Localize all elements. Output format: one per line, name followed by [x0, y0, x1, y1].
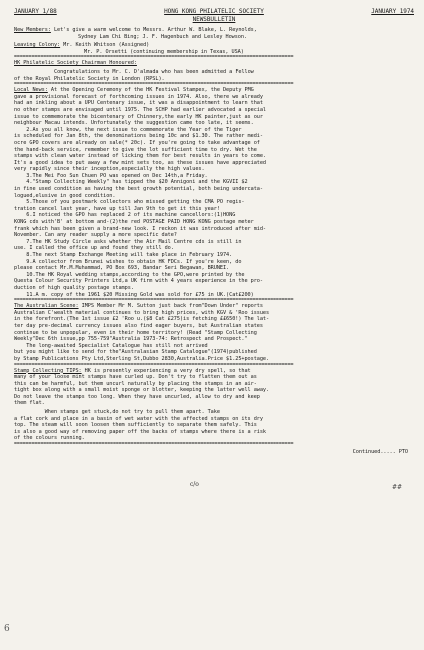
section-divider: ================================================================================================ — [14, 55, 294, 61]
news-line: ocre GPO covers are already on sale(* 20c). If you're going to take advantage of — [14, 139, 260, 146]
news-line: 8.The next Stamp Exchange Meeting will take place in February 1974. — [14, 252, 233, 258]
news-line: use. I called the office up and found they still do. — [14, 245, 174, 252]
society-name: HONG KONG PHILATELIC SOCIETY — [164, 8, 264, 15]
news-line: KONG cds with'B' at bottom and-(2)the red POSTAGE PAID HONG KONG postage meter — [14, 219, 254, 226]
tips-line: of the colours running. — [14, 435, 85, 442]
news-line: November. Can any reader supply a more specific date? — [14, 232, 177, 239]
news-line: logued,elusive in good condition. — [14, 192, 116, 199]
tips-line: When stamps get stuck,do not try to pull them apart. Take — [14, 409, 220, 416]
news-line: no other stamps are envisaged until 1975. The SCHP had earlier advocated a special — [14, 106, 266, 113]
tips-line: is also a good way of removing paper off the backs of stamps where there is a risk — [14, 428, 266, 435]
tips-line: tight box along with a small moist sponge or blotter, keeping the latter well away. — [14, 387, 270, 394]
news-line: tration cancel last year, have up till Jan 9th to get it this year! — [14, 205, 220, 212]
australian-line: The long-awaited Specialist Catalogue has still not arrived — [14, 342, 208, 349]
continued-note: Continued..... PTO — [352, 449, 408, 456]
australian-line: Weekly"Dec 6th issue,pp 755-759"Australia 1973-74: Retrospect and Prospect." — [14, 336, 248, 343]
tips-line: top. The steam will soon loosen them sufficiently to separate them safely. This — [14, 422, 257, 429]
section-divider: ================================================================================================ — [14, 362, 294, 368]
news-line: 10.The HK Royal wedding stamps,according to the GPO,were printed by the — [14, 271, 245, 278]
tips-line: this can be harmful, but them uncurl naturally by placing the stamps in an air- — [14, 380, 257, 387]
australian-line: by Stamp Publications Pty Ltd,Sterling St,Dubbo 2830,Australia.Price $1.25+postage. — [14, 355, 270, 362]
leaving-line: Mr. P. Orsetti (continuing membership in Texas, USA) — [84, 48, 244, 55]
honour-line: of the Royal Philatelic Society in London (RPSL). — [14, 75, 165, 82]
news-line: 6.I noticed the GPO has replaced 2 of its machine cancellors:(1)HONG — [14, 212, 236, 219]
new-members-line: Sydney Lam Chi Bing; J. F. Hagenbuch and Lesley Howson. — [78, 33, 248, 40]
members-section — [14, 27, 414, 55]
honour-section — [14, 60, 414, 82]
australian-line: Australian C'wealth material continues to bring high prices, with KGV & 'Roo issues — [14, 309, 270, 316]
news-line: neighbour Macau intends. Unfortunately the suggestion came too late, it seems. — [14, 120, 254, 127]
issue-number: JANUARY 1/88 — [14, 8, 57, 15]
australian-line: ter day pre-decimal currency issues also find eager buyers, but Australian states — [14, 322, 263, 329]
handwritten-mark: ## — [392, 484, 402, 491]
section-divider: ================================================================================================ — [14, 298, 294, 304]
australian-section — [14, 303, 414, 362]
honour-line: Congratulations to Mr. C. D'almada who has been admitted a Fellow — [54, 68, 254, 75]
news-line: duction of high quality postage stamps. — [14, 284, 134, 291]
news-line: 9.A collector from Brunei wishes to obtain HK FDCs. If you're keen, do — [14, 258, 242, 265]
issue-date: JANUARY 1974 — [371, 8, 414, 15]
news-line: had an inkling about a UPU Centenary issue, it was a disappointment to learn that — [14, 100, 263, 107]
margin-mark: 6 — [4, 624, 10, 634]
news-line: 4."Stamp Collecting Weekly" has tipped the $20 Annigoni and the KGVII $2 — [14, 179, 248, 186]
news-line: Questa Colour Security Printers Ltd,a UK firm with 4 years experience in the pro- — [14, 278, 263, 285]
news-line: 2.As you all know, the next issue to commemorate the Year of the Tiger — [14, 126, 242, 133]
leaving-line: Mr. Keith Whitson (Assigned) — [60, 42, 150, 49]
section-divider: ================================================================================================ — [14, 442, 294, 448]
masthead — [14, 8, 414, 15]
new-members-label: New Members: — [14, 27, 51, 33]
handwritten-note: c/o — [190, 481, 199, 488]
news-line: At the Opening Ceremony of the HK Festival Stampex, the Deputy PMG — [47, 87, 254, 94]
tips-line: a flat cork and place in a basin of wet water with the affected stamps on its dry — [14, 415, 263, 422]
news-line: very rapidly since their inception,especially the high values. — [14, 166, 205, 173]
news-line: is scheduled for Jan 8th, the denominations being 10c and $1.30. The rather medi- — [14, 133, 263, 140]
news-line: 7.The HK Study Circle asks whether the Air Mail Centre cds is still in — [14, 238, 242, 245]
tips-line: Do not leave the stamps too long. When they have uncurled, allow to dry and keep — [14, 393, 260, 400]
news-line: 3.The Mei Foo Sun Chuen PO was opened on Dec 14th,a Friday. — [14, 172, 208, 179]
news-line: frank which has been given a brand-new look. I reckon it was introduced after mid- — [14, 225, 266, 232]
australian-line: continue to be unpopular, even in their home territory! (Read "Stamp Collecting — [14, 329, 257, 336]
tips-line: them flat. — [14, 400, 45, 407]
news-line: 5.Those of you postmark collectors who missed getting the CMA PO regis- — [14, 199, 245, 206]
news-line: in fine used condition as having the best growth potential, both being undercata- — [14, 186, 263, 193]
news-line: please contact Mr.M.Muhammad, PO Box 693, Bandar Seri Begawan, BRUNEI. — [14, 265, 230, 272]
local-news-section — [14, 87, 414, 298]
tips-title: Stamp Collecting TIPS: — [14, 367, 82, 374]
honour-title: HK Philatelic Society Chairman Honoured: — [14, 60, 137, 67]
section-divider: ================================================================================================ — [14, 82, 294, 88]
local-news-title: Local News: — [14, 87, 48, 94]
news-line: It's a good idea to put away a few mint sets too, as these issues have appreciated — [14, 159, 266, 166]
australian-title: The Australian Scene: — [14, 303, 79, 310]
leaving-colony-label: Leaving Colony: — [14, 42, 61, 49]
australian-line: in the forefront.(The 1st issue £2 'Roo u.($8 Cat £275)is fetching ££650!) The lat- — [14, 316, 270, 323]
news-line: issue to commemorate the bicentenary of Chinnery,the early HK painter,just as our — [14, 113, 263, 120]
news-line: the hand-back service, remember to give the lot sufficient time to dry. Wet the — [14, 146, 257, 153]
tips-line: HK is presently experiencing a very dry spell, so that — [81, 367, 251, 374]
tips-line: many of your loose mint stamps have curled up. Don't try to flatten them out as — [14, 374, 257, 381]
australian-line: IMPS Member Mr M. Sutton just back from"Down Under" reports — [78, 303, 263, 310]
news-line: stamps with clean water instead of licking them for best results in years to come. — [14, 153, 266, 160]
news-line: gave a provisional forecast of forthcoming issues in 1974. Also, there we already — [14, 93, 263, 100]
tips-section — [14, 368, 414, 443]
australian-line: but you might like to send for the"Australasian Stamp Catalogue"(1974)published — [14, 349, 257, 356]
newsletter-title: NEWSBULLETIN — [192, 16, 236, 23]
new-members-line: Let's give a warm welcome to Messrs. Arthur W. Blake, L. Reynolds, — [50, 27, 257, 33]
news-line: 11.A m. copy of the 1961 $20 Missing Gold was sold for £75 in UK.(Cat£200) — [14, 291, 254, 298]
